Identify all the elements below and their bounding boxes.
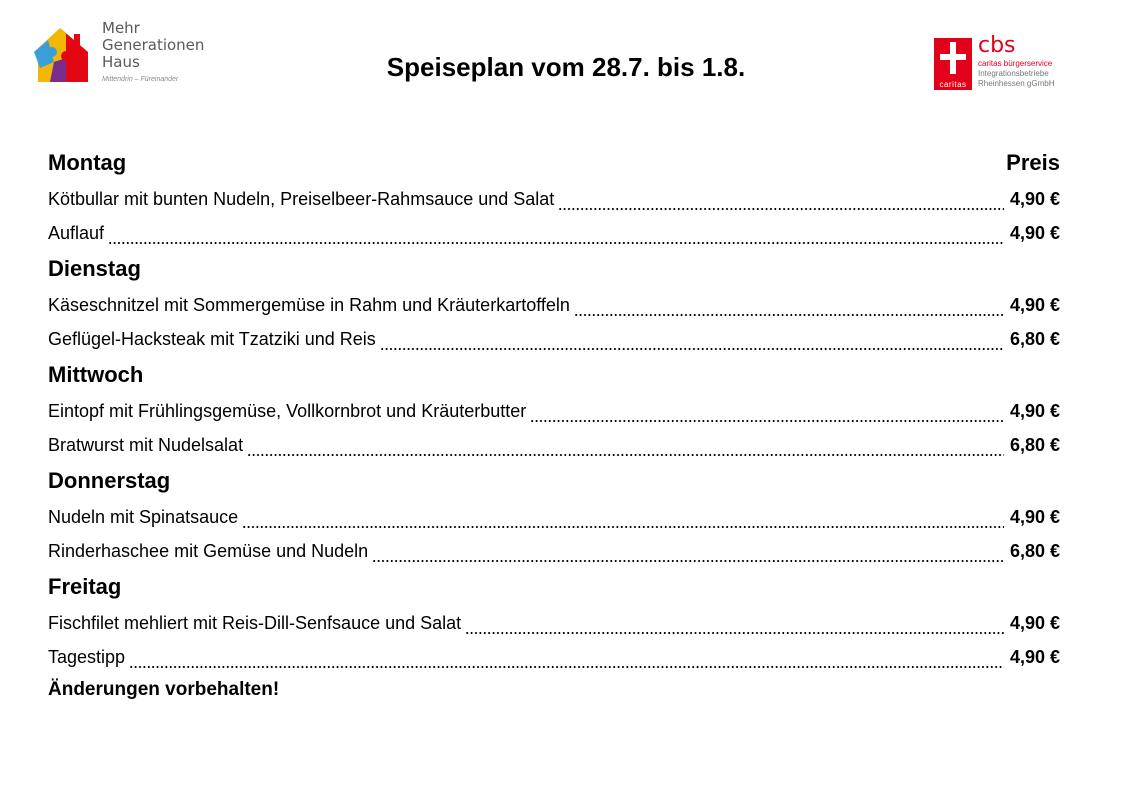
day-title: Donnerstag <box>48 468 171 493</box>
day-heading-donnerstag <box>48 462 1060 500</box>
dot-leader <box>574 299 1004 317</box>
cbs-name: cbs <box>978 33 1016 58</box>
dish-name: Auflauf <box>48 223 105 243</box>
day-title: Mittwoch <box>48 362 144 387</box>
dish-price: 4,90 € <box>1009 401 1060 421</box>
dish-row <box>48 534 1060 568</box>
dish-price: 6,80 € <box>1009 435 1060 455</box>
day-heading-montag <box>48 142 1060 182</box>
day-title: Montag <box>48 150 127 175</box>
dish-price: 4,90 € <box>1009 223 1060 243</box>
page-header <box>0 0 1132 110</box>
dot-leader <box>108 227 1004 245</box>
dish-price: 4,90 € <box>1009 295 1060 315</box>
dish-name: Fischfilet mehliert mit Reis-Dill-Senfsauce und Salat <box>48 613 462 633</box>
mgh-subtitle: Mittendrin – Füreinander <box>102 76 179 83</box>
changes-reserved-note: Änderungen vorbehalten! <box>48 679 280 700</box>
page-title: Speiseplan vom 28.7. bis 1.8. <box>386 52 746 82</box>
dish-row <box>48 500 1060 534</box>
price-column-header: Preis <box>1006 150 1060 175</box>
day-title: Freitag <box>48 574 122 599</box>
dish-row <box>48 182 1060 216</box>
dot-leader <box>380 333 1004 351</box>
dish-name: Geflügel-Hacksteak mit Tzatziki und Reis <box>48 329 376 349</box>
dot-leader <box>242 511 1004 529</box>
dish-row <box>48 322 1060 356</box>
cbs-line-1: caritas bürgerservice <box>978 59 1053 68</box>
dish-price: 4,90 € <box>1009 507 1060 527</box>
dish-price: 6,80 € <box>1009 541 1060 561</box>
dish-name: Bratwurst mit Nudelsalat <box>48 435 244 455</box>
dish-name: Nudeln mit Spinatsauce <box>48 507 239 527</box>
dot-leader <box>372 545 1004 563</box>
day-heading-dienstag <box>48 250 1060 288</box>
dish-name: Rinderhaschee mit Gemüse und Nudeln <box>48 541 369 561</box>
dot-leader <box>465 617 1004 635</box>
mgh-line-1: Mehr <box>102 19 140 37</box>
dish-name: Tagestipp <box>48 647 126 667</box>
dish-row <box>48 606 1060 640</box>
dish-price: 4,90 € <box>1009 613 1060 633</box>
dish-row <box>48 216 1060 250</box>
dot-leader <box>530 405 1004 423</box>
dish-name: Eintopf mit Frühlingsgemüse, Vollkornbrot und Kräuterbutter <box>48 401 527 421</box>
cbs-caritas-logo <box>934 33 1074 92</box>
dish-price: 6,80 € <box>1009 329 1060 349</box>
mgh-line-3: Haus <box>102 53 140 71</box>
day-title: Dienstag <box>48 256 141 281</box>
caritas-mark-word: caritas <box>939 80 967 89</box>
caritas-cross-icon <box>934 38 972 90</box>
mgh-line-2: Generationen <box>102 36 205 54</box>
dish-price: 4,90 € <box>1009 647 1060 667</box>
dot-leader <box>247 439 1004 457</box>
dish-name: Kötbullar mit bunten Nudeln, Preiselbeer-Rahmsauce und Salat <box>48 189 555 209</box>
dish-name: Käseschnitzel mit Sommergemüse in Rahm und Kräuterkartoffeln <box>48 295 570 315</box>
dish-row <box>48 288 1060 322</box>
menu-list <box>48 142 1060 702</box>
cbs-line-2: Integrationsbetriebe <box>978 69 1049 78</box>
dot-leader <box>129 651 1004 669</box>
dish-row <box>48 640 1060 674</box>
cbs-line-3: Rheinhessen gGmbH <box>978 79 1055 88</box>
dish-price: 4,90 € <box>1009 189 1060 209</box>
dish-row <box>48 428 1060 462</box>
dish-row <box>48 394 1060 428</box>
dot-leader <box>558 193 1004 211</box>
day-heading-mittwoch <box>48 356 1060 394</box>
day-heading-freitag <box>48 568 1060 606</box>
